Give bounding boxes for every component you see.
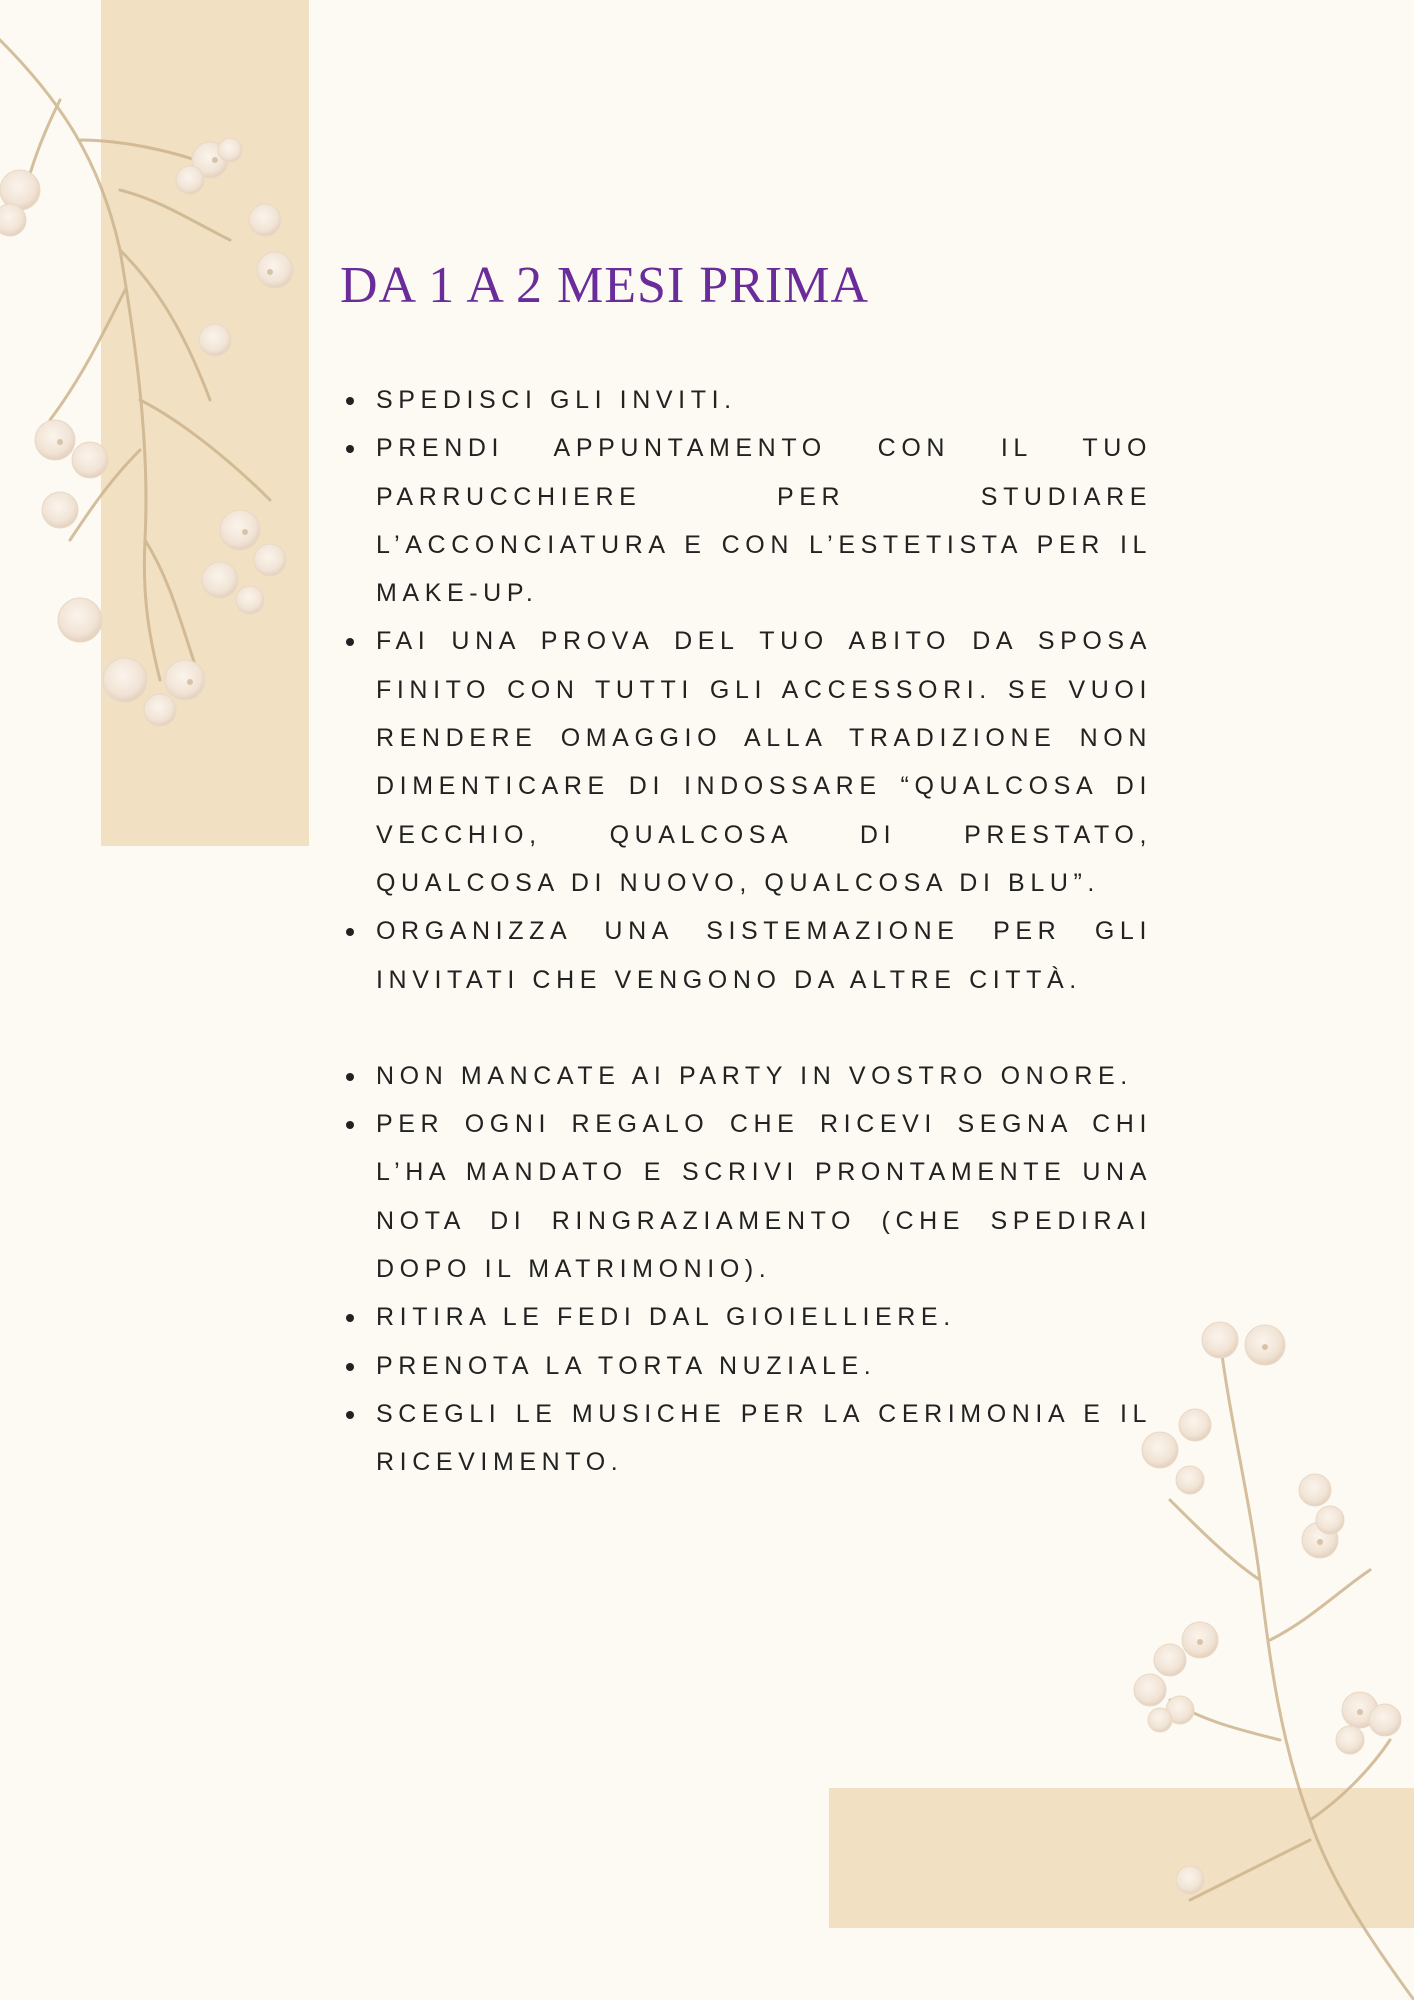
list-item: SPEDISCI GLI INVITI. (344, 376, 1152, 424)
list-item: ORGANIZZA UNA SISTEMAZIONE PER GLI INVITATI CHE VENGONO DA ALTRE CITTÀ. (344, 907, 1152, 1004)
page-title: DA 1 A 2 MESI PRIMA (340, 257, 869, 314)
list-item: FAI UNA PROVA DEL TUO ABITO DA SPOSA FINITO CON TUTTI GLI ACCESSORI. SE VUOI RENDERE OMAGGIO ALLA TRADIZIONE NON DIMENTICARE DI INDOSSARE “QUALCOSA DI VECCHIO, QUALCOSA DI PRESTATO, QUALCOSA DI NUOVO, QUALCOSA DI BLU”. (344, 617, 1152, 907)
list-item: NON MANCATE AI PARTY IN VOSTRO ONORE. (344, 1052, 1152, 1100)
list-item: PER OGNI REGALO CHE RICEVI SEGNA CHI L’HA MANDATO E SCRIVI PRONTAMENTE UNA NOTA DI RINGRAZIAMENTO (CHE SPEDIRAI DOPO IL MATRIMONIO). (344, 1100, 1152, 1293)
list-item: PRENOTA LA TORTA NUZIALE. (344, 1342, 1152, 1390)
list-item: SCEGLI LE MUSICHE PER LA CERIMONIA E IL RICEVIMENTO. (344, 1390, 1152, 1487)
list-item: RITIRA LE FEDI DAL GIOIELLIERE. (344, 1293, 1152, 1341)
floral-branch-icon (1120, 1300, 1414, 2000)
floral-branch-icon (0, 20, 320, 740)
list-item: PRENDI APPUNTAMENTO CON IL TUO PARRUCCHIERE PER STUDIARE L’ACCONCIATURA E CON L’ESTETISTA PER IL MAKE-UP. (344, 424, 1152, 617)
checklist (344, 376, 1152, 1487)
